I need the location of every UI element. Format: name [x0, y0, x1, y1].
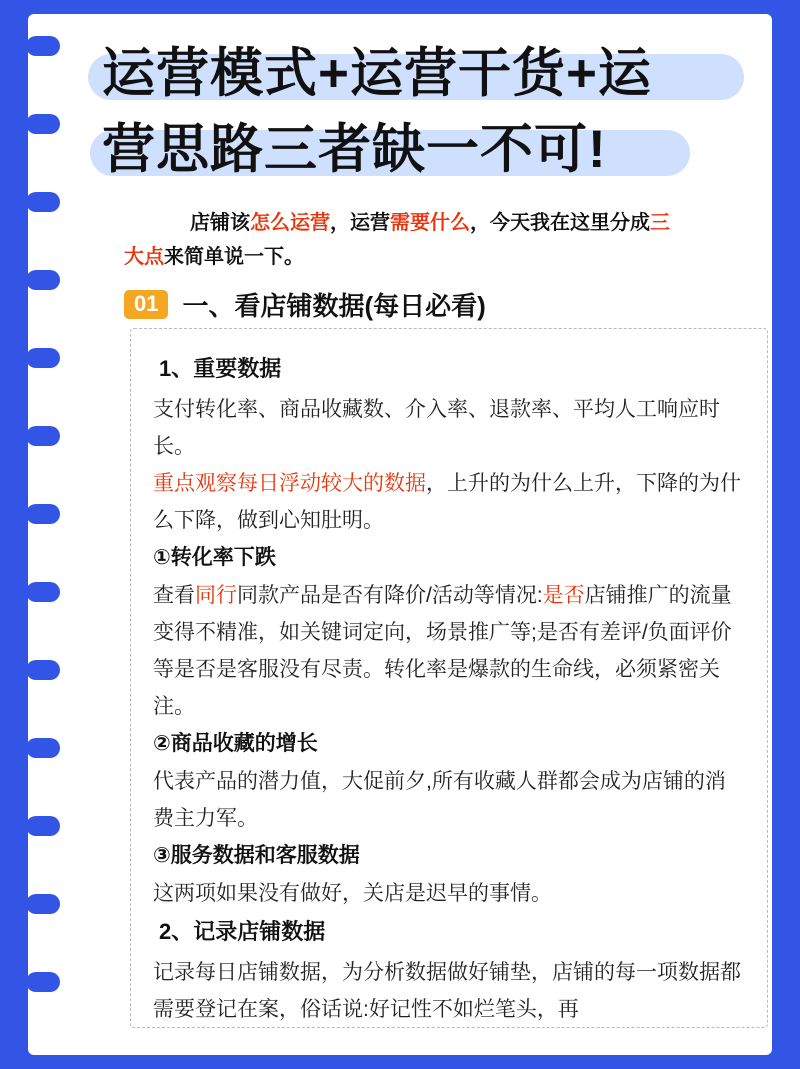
item-1-heading: ①转化率下跌 — [153, 546, 276, 569]
binding-hole — [26, 972, 60, 992]
paragraph-3: 记录每日店铺数据，为分析数据做好铺垫，店铺的每一项数据都需要登记在案，俗话说:好记性不如烂笔头，再 — [153, 961, 741, 1021]
lead-text-d: 需要什么 — [390, 212, 470, 234]
lead-text-a: 店铺该 — [190, 212, 250, 234]
section-title: 一、看店铺数据(每日必看) — [182, 291, 486, 321]
binding-hole — [26, 738, 60, 758]
section-heading — [124, 286, 486, 323]
binding-hole — [26, 504, 60, 524]
section-number-badge: 01 — [124, 290, 168, 319]
item-1-paragraph — [153, 577, 745, 725]
title-text-1: 运营模式+运营干货+运 — [102, 44, 652, 103]
lead-text-e: ，今天我在这里分成 — [470, 212, 650, 234]
content-box — [130, 328, 768, 1028]
title-line-2 — [102, 112, 762, 188]
lead-text-b: 怎么运营 — [250, 212, 330, 234]
paragraph-2-rest: ，上升的为什么上升，下降的为什么下降，做到心知肚明。 — [153, 472, 741, 532]
binding-hole — [26, 270, 60, 290]
item-1-text-c: 店铺推广的流量变得不精准，如关键词定向，场景推广等;是否有差评/负面评价等是否是客服没有尽责。转化率是爆款的生命线，必须紧密关注。 — [153, 584, 732, 718]
binding-hole — [26, 348, 60, 368]
subsection-1-heading: 1、重要数据 — [159, 356, 282, 381]
item-1-text-b: 同款产品是否有降价/活动等情况: — [237, 584, 543, 607]
item-1-highlight-2: 是否 — [542, 584, 585, 607]
note-card — [28, 14, 772, 1055]
page-title — [102, 36, 762, 188]
title-line-1 — [102, 36, 762, 112]
paragraph-1: 支付转化率、商品收藏数、介入率、退款率、平均人工响应时长。 — [153, 398, 720, 458]
item-1-text-a: 查看 — [153, 584, 195, 607]
title-text-2: 营思路三者缺一不可! — [102, 120, 607, 179]
item-3-paragraph: 这两项如果没有做好，关店是迟早的事情。 — [153, 882, 552, 905]
subsection-2-heading: 2、记录店铺数据 — [159, 919, 326, 944]
lead-paragraph — [124, 206, 736, 274]
binding-hole — [26, 582, 60, 602]
binding-hole — [26, 816, 60, 836]
lead-text-h: 来简单说一下。 — [164, 246, 304, 268]
lead-line-1 — [124, 206, 736, 240]
binding-hole — [26, 426, 60, 446]
item-2-paragraph: 代表产品的潜力值，大促前夕,所有收藏人群都会成为店铺的消费主力军。 — [153, 770, 726, 830]
lead-text-g: 大点 — [124, 246, 164, 268]
binding-hole — [26, 192, 60, 212]
item-3-heading: ③服务数据和客服数据 — [153, 844, 360, 867]
spiral-binding — [0, 14, 60, 1055]
binding-hole — [26, 114, 60, 134]
lead-line-2 — [124, 246, 304, 268]
lead-text-f: 三 — [650, 212, 670, 234]
binding-hole — [26, 660, 60, 680]
paragraph-2 — [153, 465, 745, 539]
item-2-heading: ②商品收藏的增长 — [153, 732, 318, 755]
binding-hole — [26, 894, 60, 914]
paragraph-2-highlight: 重点观察每日浮动较大的数据 — [153, 472, 426, 495]
lead-text-c: ，运营 — [330, 212, 390, 234]
item-1-highlight-1: 同行 — [195, 584, 237, 607]
binding-hole — [26, 36, 60, 56]
